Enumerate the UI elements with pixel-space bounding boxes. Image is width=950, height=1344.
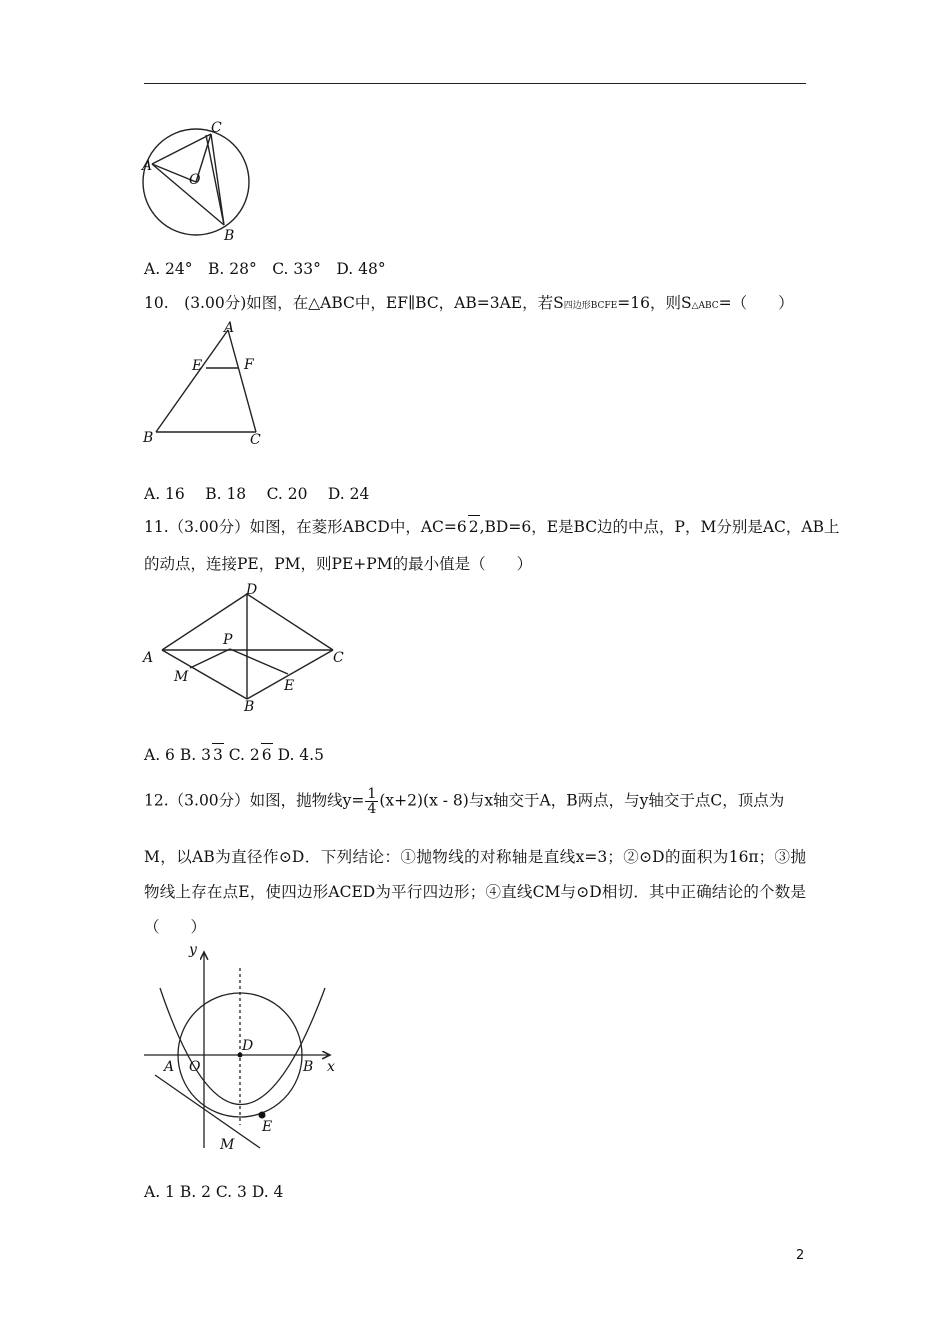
q11-stem-line1: 11.（3.00分）如图，在菱形ABCD中，AC=6 2,BD=6，E是BC边的中点，P，M分别是AC，AB上 xyxy=(144,515,840,538)
q12-label-y: y xyxy=(189,942,197,958)
q11-label-c: C xyxy=(333,650,344,666)
q12-stem-rest: M，以AB为直径作⊙D．下列结论：①抛物线的对称轴是直线x=3；②⊙D的面积为16π；③抛物线上存在点E，使四边形ACED为平行四边形；④直线CM与⊙D相切．其中正确结论的个数是（ ） xyxy=(144,848,806,936)
q9-label-o: O xyxy=(189,172,201,188)
q12-fraction: $\frac{1}{4}$ xyxy=(367,786,377,817)
q12-label-o: O xyxy=(189,1059,201,1075)
q11-sqrt-2: 2 xyxy=(468,515,480,538)
q12-label-e: E xyxy=(262,1119,273,1135)
q9-label-b: B xyxy=(224,228,235,244)
q10-options: A. 16 B. 18 C. 20 D. 24 xyxy=(144,485,370,503)
q10-label-b: B xyxy=(143,430,154,446)
q11-options: A. 6 B. 3 3 C. 2 6 D. 4.5 xyxy=(144,743,324,766)
q10-label-c: C xyxy=(250,432,261,448)
q10-label-a: A xyxy=(224,320,235,336)
q11-stem-line2: 的动点，连接PE，PM，则PE+PM的最小值是（ ） xyxy=(144,555,533,573)
q12-label-d: D xyxy=(242,1038,254,1054)
header-rule xyxy=(144,83,806,84)
q12-label-a: A xyxy=(164,1059,175,1075)
q11-figure xyxy=(140,582,355,717)
q9-label-a: A xyxy=(142,158,153,174)
q12-label-x: x xyxy=(327,1059,335,1075)
q11-label-p: P xyxy=(223,632,233,648)
page-number: 2 xyxy=(796,1248,805,1263)
q9-label-c: C xyxy=(211,120,222,136)
q12-label-m: M xyxy=(220,1137,235,1153)
q12-figure xyxy=(140,938,350,1158)
q10-label-f: F xyxy=(244,357,254,373)
q11-label-m: M xyxy=(174,669,189,685)
q11-label-e: E xyxy=(284,678,295,694)
q9-options: A. 24° B. 28° C. 33° D. 48° xyxy=(144,260,386,278)
q12-options: A. 1 B. 2 C. 3 D. 4 xyxy=(144,1183,284,1201)
q10-figure xyxy=(140,318,270,448)
q10-stem: 10. (3.00分)如图，在△ABC中，EF∥BC，AB=3AE，若S四边形BCFE=16，则S△ABC=（ ） xyxy=(144,294,794,312)
q9-figure xyxy=(140,118,260,243)
q11-label-b: B xyxy=(244,699,255,715)
q12-stem-line1: 12.（3.00分）如图，抛物线y= $\frac{1}{4}$ (x+2)(x - 8)与x轴交于A，B两点，与y轴交于点C，顶点为 xyxy=(144,786,785,817)
q11-label-a: A xyxy=(143,650,154,666)
q10-label-e: E xyxy=(192,358,203,374)
q12-label-b: B xyxy=(303,1059,314,1075)
q11-label-d: D xyxy=(246,582,258,598)
